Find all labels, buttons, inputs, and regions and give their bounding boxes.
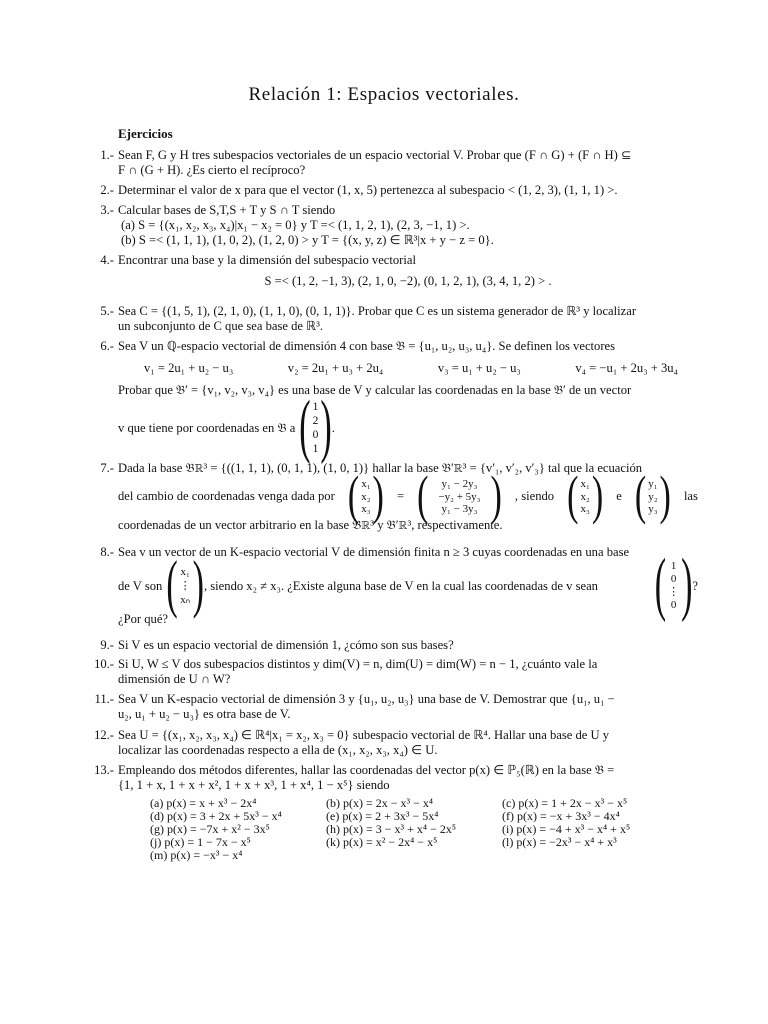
polynomial-item: (i) p(x) = −4 + x³ − x⁴ + x⁵ [502, 822, 631, 836]
matrix-entry: 0 [670, 573, 677, 585]
exercise-text: Sea V un ℚ-espacio vectorial de dimensión 4 con base 𝔅 = {u₁, u₂, u₃, u₄}. Se definen los vectores [118, 339, 616, 353]
polynomial-item: (l) p(x) = −2x³ − x⁴ + x³ [502, 835, 617, 849]
section-heading: Ejercicios [118, 126, 173, 141]
polynomial-item: (a) p(x) = x + x³ − 2x⁴ [150, 796, 257, 810]
exercise-number: 6.- [100, 339, 114, 353]
exercise-number: 13.- [94, 763, 114, 777]
matrix-entry: −y₂ + 5y₃ [438, 490, 481, 503]
exercise-text: Sean F, G y H tres subespacios vectoriales de un espacio vectorial V. Probar que (F ∩ G) + (F ∩ H) ⊆ [118, 148, 632, 162]
exercise-subitem-b: (b) S =< (1, 1, 1), (1, 0, 2), (1, 2, 0) > y T = {(x, y, z) ∈ ℝ³|x + y − z = 0}. [121, 233, 494, 247]
display-equation: S =< (1, 2, −1, 3), (2, 1, 0, −2), (0, 1, 2, 1), (3, 4, 1, 2) > . [264, 274, 552, 288]
column-vector-x: ( x₁ x₂ x₃ ) [347, 466, 384, 526]
column-vector-e1: ( 1 0 ⋮ 0 ) [654, 546, 693, 624]
exercise-text: {1, 1 + x, 1 + x + x², 1 + x + x³, 1 + x⁴, 1 − x⁵} siendo [118, 778, 390, 792]
exercise-text: F ∩ (G + H). ¿Es cierto el recíproco? [118, 163, 306, 177]
exercise-number: 7.- [100, 461, 114, 475]
matrix-entry: x₁ [180, 566, 190, 578]
exercise-text: Dada la base 𝔅ℝ³ = {((1, 1, 1), (0, 1, 1), (1, 0, 1)} hallar la base 𝔅′ℝ³ = {v′₁, v′₂, v′₃} tal que la ecuación [118, 461, 643, 475]
polynomial-list [118, 797, 698, 862]
matrix-entry: y₁ [648, 478, 658, 490]
polynomial-item: (b) p(x) = 2x − x³ − x⁴ [326, 796, 434, 810]
exercise-text: localizar las coordenadas respecto a ella de (x₁, x₂, x₃, x₄) ∈ U. [118, 743, 438, 757]
matrix-entry: x₂ [580, 490, 590, 503]
vector-v1: v₁ = 2u₁ + u₂ − u₃ [144, 361, 234, 375]
vector-v4: v₄ = −u₁ + 2u₃ + 3u₄ [575, 361, 678, 375]
exercise-number: 2.- [100, 183, 114, 197]
column-vector: ( 1 2 0 1 ) [299, 388, 332, 466]
exercise-text: ¿Por qué? [118, 612, 169, 626]
exercise-number: 3.- [100, 203, 114, 217]
exercise-number: 10.- [94, 657, 114, 671]
exercise-text: u₂, u₁ + u₂ − u₃} es otra base de V. [118, 707, 291, 721]
exercise-text: Probar que 𝔅′ = {v₁, v₂, v₃, v₄} es una base de V y calcular las coordenadas en la base 𝔅′ de un vector [118, 383, 632, 397]
matrix-entry: y₂ [648, 490, 658, 503]
matrix-entry: 2 [312, 415, 319, 427]
exercise-text: Sea v un vector de un K-espacio vectorial V de dimensión finita n ≥ 3 cuyas coordenadas en una base [118, 545, 630, 559]
exercise-subitem-a: (a) S = {(x₁, x₂, x₃, x₄)|x₁ − x₂ = 0} y T =< (1, 1, 2, 1), (2, 3, −1, 1) >. [121, 218, 470, 232]
polynomial-item: (j) p(x) = 1 − 7x − x⁵ [150, 835, 251, 849]
matrix-entry: x₃ [361, 503, 371, 515]
exercise-number: 9.- [100, 638, 114, 652]
exercise-text: Determinar el valor de x para que el vector (1, x, 5) pertenezca al subespacio < (1, 2, 3), (1, 1, 1) >. [118, 183, 618, 197]
page-title: Relación 1: Espacios vectoriales. [248, 84, 520, 105]
matrix-entry: ⋮ [179, 580, 191, 592]
vector-v2: v₂ = 2u₁ + u₃ + 2u₄ [287, 361, 384, 375]
exercise-text: ? [692, 578, 698, 593]
polynomial-item: (m) p(x) = −x³ − x⁴ [150, 848, 243, 862]
matrix-entry: 0 [312, 429, 319, 441]
exercise-text: e [616, 489, 622, 504]
exercise-number: 11.- [94, 692, 114, 706]
exercise-text: Si U, W ≤ V dos subespacios distintos y dim(V) = n, dim(U) = dim(W) = n − 1, ¿cuánto vale la [118, 657, 598, 671]
exercise-text: de V son [118, 578, 163, 593]
polynomial-item: (f) p(x) = −x + 3x³ − 4x⁴ [502, 809, 620, 823]
equals-sign: = [396, 489, 405, 504]
polynomial-item: (g) p(x) = −7x + x² − 3x⁵ [150, 822, 270, 836]
exercise-text: v que tiene por coordenadas en 𝔅 a [118, 420, 296, 435]
exercise-number: 12.- [94, 728, 114, 742]
exercise-number: 5.- [100, 304, 114, 318]
matrix-entry: xₙ [180, 594, 191, 606]
exercise-text: las [683, 489, 698, 504]
exercise-number: 1.- [100, 148, 114, 162]
vector-v3: v₃ = u₁ + u₂ − u₃ [437, 361, 521, 375]
matrix-entry: x₂ [361, 490, 371, 503]
exercise-text: dimensión de U ∩ W? [118, 672, 231, 686]
matrix-entry: ⋮ [668, 586, 680, 598]
polynomial-item: (d) p(x) = 3 + 2x + 5x³ − x⁴ [150, 809, 282, 823]
matrix-entry: 1 [670, 560, 677, 572]
exercise-text: un subconjunto de C que sea base de ℝ³. [118, 319, 324, 333]
exercise-text: Si V es un espacio vectorial de dimensión 1, ¿cómo son sus bases? [118, 638, 454, 652]
exercise-text: Sea U = {(x₁, x₂, x₃, x₄) ∈ ℝ⁴|x₁ = x₂, x₃ = 0} subespacio vectorial de ℝ⁴. Hallar una base de U y [118, 728, 610, 742]
exercise-text: Sea C = {(1, 5, 1), (2, 1, 0), (1, 1, 0), (0, 1, 1)}. Probar que C es un sistema generador de ℝ³ y localizar [118, 304, 637, 318]
exercise-text: Encontrar una base y la dimensión del subespacio vectorial [118, 253, 416, 267]
exercise-text: del cambio de coordenadas venga dada por [118, 489, 335, 504]
matrix-entry: x₁ [580, 478, 590, 490]
exercise-text: . [331, 420, 335, 435]
matrix-entry: x₃ [580, 503, 590, 515]
polynomial-item: (c) p(x) = 1 + 2x − x³ − x⁵ [502, 796, 628, 810]
exercise-number: 4.- [100, 253, 114, 267]
exercise-number: 8.- [100, 545, 114, 559]
matrix-entry: 1 [312, 443, 319, 455]
polynomial-item: (k) p(x) = x² − 2x⁴ − x⁵ [326, 835, 438, 849]
matrix-entry: y₁ − 3y₃ [441, 503, 478, 515]
exercise-text: Calcular bases de S,T,S + T y S ∩ T siendo [118, 203, 336, 217]
matrix-entry: y₁ − 2y₃ [441, 478, 478, 490]
polynomial-item: (h) p(x) = 3 − x³ + x⁴ − 2x⁵ [326, 822, 457, 836]
exercise-text: , siendo x₂ ≠ x₃. ¿Existe alguna base de V en la cual las coordenadas de v sean [203, 578, 598, 593]
exercise-text: , siendo [514, 489, 555, 504]
matrix-entry: 1 [312, 401, 319, 413]
column-vector-x: ( x₁ ⋮ xₙ ) [166, 549, 204, 621]
matrix-entry: y₃ [648, 503, 658, 515]
exercise-text: Sea V un K-espacio vectorial de dimensión 3 y {u₁, u₂, u₃} una base de V. Demostrar que {u₁, u₁ − [118, 692, 615, 706]
matrix-entry: x₁ [361, 478, 371, 490]
polynomial-item: (e) p(x) = 2 + 3x³ − 5x⁴ [326, 809, 439, 823]
vector-definitions [118, 361, 678, 376]
exercise-text: Empleando dos métodos diferentes, hallar las coordenadas del vector p(x) ∈ ℙ₅(ℝ) en la base 𝔅 = [118, 763, 615, 777]
column-vector-y: ( y₁ y₂ y₃ ) [634, 466, 671, 526]
exercise-text: coordenadas de un vector arbitrario en la base 𝔅ℝ³ y 𝔅′ℝ³, respectivamente. [118, 517, 503, 532]
column-vector-y-expr: ( y₁ − 2y₃ −y₂ + 5y₃ y₁ − 3y₃ ) [417, 466, 502, 526]
matrix-entry: 0 [670, 599, 677, 611]
column-vector-x2: ( x₁ x₂ x₃ ) [567, 466, 604, 526]
